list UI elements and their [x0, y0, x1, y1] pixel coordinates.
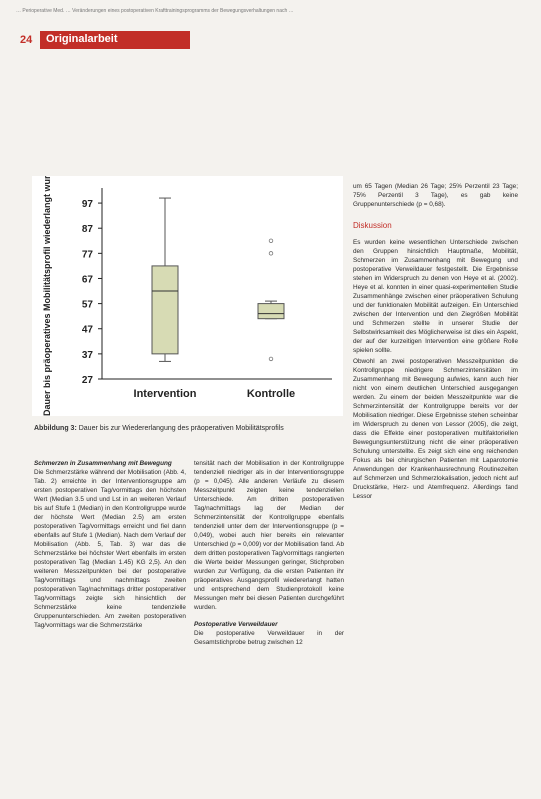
- mid-paragraph-2: Die postoperative Verweildauer in der Gesamtstichprobe betrug zwischen 12: [194, 630, 344, 646]
- boxplot-svg: [32, 176, 343, 416]
- y-tick-label: 77: [81, 249, 93, 261]
- box-iqr: [152, 266, 178, 354]
- y-tick-label: 87: [81, 224, 93, 236]
- x-category-label: Kontrolle: [246, 388, 296, 400]
- right-column: [353, 182, 518, 501]
- figure-boxplot: [32, 176, 343, 416]
- running-title: … Perioperative Med. … Veränderungen eines postoperativen Krafttrainingsprogramms der Bewegungsverhaltungen nach …: [16, 8, 294, 14]
- middle-column: [194, 459, 344, 647]
- mid-heading: Postoperative Verweildauer: [194, 621, 278, 628]
- chart-background: [32, 176, 343, 416]
- left-heading: Schmerzen in Zusammenhang mit Bewegung: [34, 460, 172, 467]
- x-category-label: Intervention: [133, 388, 197, 400]
- left-paragraph-1: Die Schmerzstärke während der Mobilisation (Abb. 4, Tab. 2) erreichte in der Interventionsgruppe am ersten postoperativen Tag/vormittags den höchsten Wert (Median 3.5 und und Lst in an weiteren Verlauf bis auf Stufe 1 (Median) in den Kontrollgruppe wurde der höchste Wert (Median 2.5) am ersten postoperativen Tag/vormittags erreicht und fiel dann ebenfalls auf Stufe 1 (Median). Nach dem Verlauf der Mobilisation (Abb. 5, Tab. 3) war das die Schmerzstärke bei höchster Wert ebenfalls im ersten postoperativen Tag (Median 1.45) KG 2,5). An den weiteren Messzeitpunkten bei der postoperative Tag/vormittags und nachmittags zweiten postoperativen Tag/nachmittags dritter postoperativer Tag/vormittags zeigte sich hinsichtlich der Schmerzstärke keine tendenzielle Gruppenunterschieden. Am zweiten postoperativen Tag/vormittags war die Schmerzstärke: [34, 469, 186, 629]
- figure-caption: [34, 424, 350, 434]
- figure-caption-label: Abbildung 3:: [34, 425, 77, 432]
- left-column: [34, 459, 186, 630]
- y-tick-label: 97: [81, 199, 93, 211]
- y-tick-label: 37: [81, 349, 93, 361]
- right-paragraph-1: Es wurden keine wesentlichen Unterschiede zwischen den Gruppen hinsichtlich Hauptmaße, Mobilität, Schmerzen im Zusammenhang mit Bewegung und postoperative Verweildauer festgestellt. Die Ergebnisse stehen im Widerspruch zu denen von Heye et al. (2002). Heye et al. konnten in einer quasi-experimentellen Studie Zusammenhänge zwischen einer präoperativen Schulung und der funktionalen Mobilität aufzeigen. Ein Unterschied zwischen der Intervention und den Ziegrößen Mobilität und Schmerzen stellte in unserer Studie der Selbstwirksamkeit des Möglicherweise ist dies ein Aspekt, der auf der kurzeitigen Intervention eine größere Rolle spielen sollte.: [353, 239, 518, 354]
- section-label: Originalarbeit: [40, 31, 190, 49]
- right-paragraph-2: Obwohl an zwei postoperativen Messzeitpunkten die Kontrollgruppe niedrigere Schmerzintensitäten im Zusammenhang mit Bewegung aufwies, kann auch hier nicht von einem deutlichen Unterschied ausgegangen werden. Zu einem der beiden Messzeitpunkte war die Schmerzintensität der Kontrollgruppe bereits vor der Mobilisation niedriger. Diese Ergebnisse stehen scheinbar im Widerspruch zu denen von Lessor (2005), die zeigt, dass die Effekte einer postoperativen multifaktoriellen Bewegungsunterstützung nicht die einer präoperativen Schulung unterstellte. Es zeigt sich eine eng reichenden Fokus als bei chirurgischen Patienten mit Laparotomie Anwendungen der Krankenhausrechnung Routinezeiten auf Schmerzen und Schmerzlokalisation, jedoch nicht auf Druckstärke, Herz- und Atemfrequenz. Allerdings fand Lessor: [353, 358, 518, 500]
- section-heading-diskussion: Diskussion: [353, 221, 392, 230]
- page-number: 24: [20, 34, 33, 46]
- y-tick-label: 27: [81, 375, 93, 386]
- mid-paragraph-1: tensität nach der Mobilisation in der Kontrollgruppe tendenziell niedriger als in der Interventionsgruppe (p = 0,045). Alle anderen Verläufe zu diesem Messzeitpunkt zeigten keine tendenziellen Unterschiede. Am dritten postoperativen Tag/nachmittags lag der Median der Schmerzintensität der Kontrollgruppe ebenfalls tendenziell unter dem der Interventionsgruppe (p = 0,049), wobei auch hier bereits ein relevanter Unterschied (p = 0,009) vor der Mobilisation fand. Ab dem dritten postoperativen Tag/vormittags rangierten die Werte beider Messungen geringer, Stichproben wurden zur Verfügung, da die ersten Patienten ihr präoperatives Ausgangsprofil wiedererlangt hatten und entsprechend dem Studienprotokoll keine Messungen mehr bei diesen Patienten durchgeführt wurden.: [194, 460, 344, 611]
- right-top-paragraph: um 65 Tagen (Median 26 Tage; 25% Perzentil 23 Tage; 75% Perzentil 3 Tage), es gab keine Gruppenunterschiede (p = 0,68).: [353, 183, 518, 208]
- figure-caption-text: Dauer bis zur Wiedererlangung des präoperativen Mobilitätsprofils: [78, 425, 284, 432]
- y-tick-label: 57: [81, 299, 93, 311]
- y-tick-label: 67: [81, 274, 93, 286]
- box-iqr: [258, 304, 284, 319]
- y-tick-label: 47: [81, 324, 93, 336]
- y-axis-label: Dauer bis präoperatives Mobilitätsprofil wiederlangt wurde (h): [42, 176, 52, 416]
